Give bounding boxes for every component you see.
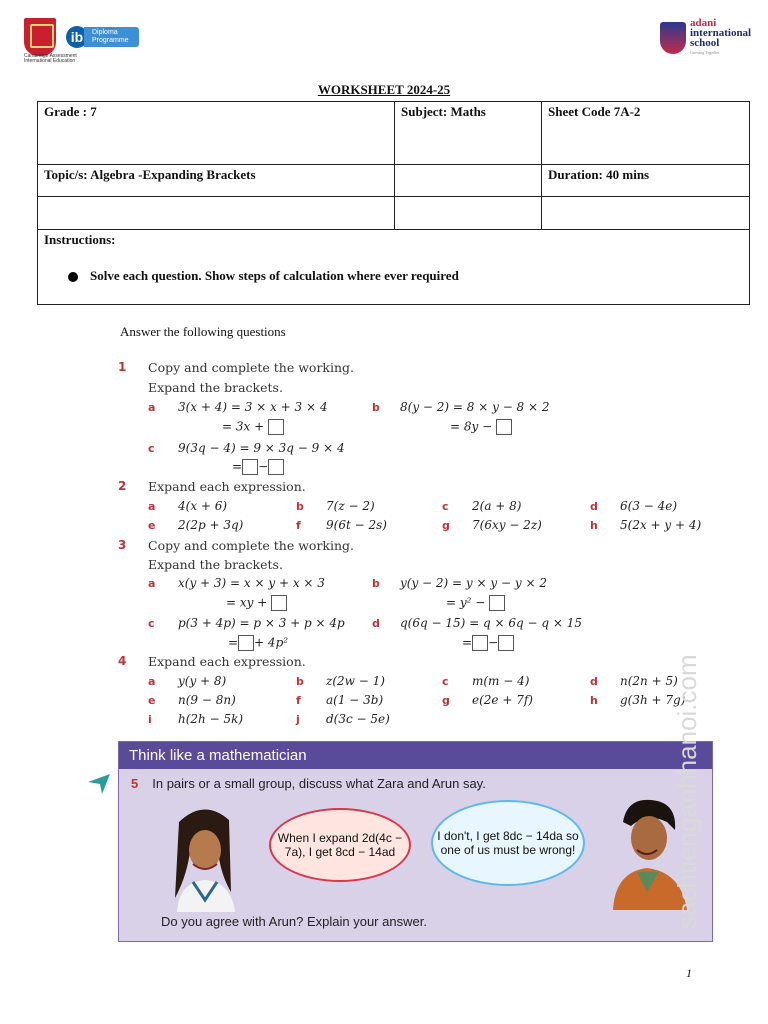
pointer-arrow-icon — [86, 770, 112, 796]
item-label: g — [442, 694, 450, 707]
item-label: e — [148, 519, 156, 532]
think-footer: Do you agree with Arun? Explain your answer. — [161, 914, 427, 929]
item-label: i — [148, 713, 152, 726]
watermark — [668, 584, 708, 934]
ib-text-line1: Diploma — [92, 29, 118, 36]
item-expression: h(2h − 5k) — [178, 712, 244, 726]
answer-box[interactable] — [496, 419, 512, 435]
item-label: e — [148, 694, 156, 707]
item-label: h — [590, 694, 598, 707]
item-expression: y(y + 8) — [178, 674, 227, 688]
empty-cell — [395, 165, 542, 197]
school-line2: international — [690, 27, 752, 39]
item-expression: 5(2x + y + 4) — [620, 518, 702, 532]
answer-box[interactable] — [242, 459, 258, 475]
q3a-label: a — [148, 577, 156, 590]
item-expression: d(3c − 5e) — [326, 712, 390, 726]
school-tagline: Growing Together — [690, 50, 720, 55]
ib-text-line2: Programme — [92, 37, 129, 44]
item-label: b — [296, 675, 304, 688]
q1-number: 1 — [118, 360, 127, 374]
instruction-text: Solve each question. Show steps of calculation where ever required — [90, 268, 459, 283]
topic-cell: Topic/s: Algebra -Expanding Brackets — [38, 165, 395, 197]
q3b-line2: = y² − — [446, 595, 505, 611]
zara-speech-bubble: When I expand 2d(4c − 7a), I get 8cd − 14ad — [269, 808, 411, 882]
answer-box[interactable] — [238, 635, 254, 651]
q2-instruction: Expand each expression. — [148, 479, 306, 494]
item-label: g — [442, 519, 450, 532]
answer-intro: Answer the following questions — [120, 324, 286, 339]
q1c-label: c — [148, 442, 155, 455]
answer-box[interactable] — [498, 635, 514, 651]
q1a-label: a — [148, 401, 156, 414]
arun-speech-bubble: I don't, I get 8dc − 14da so one of us must be wrong! — [431, 800, 585, 886]
item-label: c — [442, 500, 449, 513]
item-label: a — [148, 500, 156, 513]
grade-cell: Grade : 7 — [38, 102, 395, 165]
zara-illustration-icon — [159, 802, 249, 912]
answer-box[interactable] — [489, 595, 505, 611]
instructions-cell — [38, 230, 750, 305]
item-label: b — [296, 500, 304, 513]
think-heading: Think like a mathematician — [119, 742, 712, 769]
item-label: j — [296, 713, 300, 726]
item-expression: n(9 − 8n) — [178, 693, 236, 707]
item-expression: e(2e + 7f) — [472, 693, 533, 707]
info-table — [37, 101, 750, 305]
ib-logo-icon: ib — [66, 26, 88, 48]
item-expression: m(m − 4) — [472, 674, 530, 688]
item-label: d — [590, 500, 598, 513]
q4-number: 4 — [118, 654, 127, 668]
item-label: h — [590, 519, 598, 532]
q3-instruction-1: Copy and complete the working. — [148, 538, 355, 553]
q1b-line2: = 8y − — [450, 419, 512, 435]
q1b-label: b — [372, 401, 380, 414]
q3b-line1: y(y − 2) = y × y − y × 2 — [400, 576, 547, 590]
q1a-line2: = 3x + — [222, 419, 284, 435]
q1a-line1: 3(x + 4) = 3 × x + 3 × 4 — [178, 400, 328, 414]
q1b-line1: 8(y − 2) = 8 × y − 8 × 2 — [400, 400, 550, 414]
page-number: 1 — [686, 966, 692, 980]
empty-cell — [395, 197, 542, 230]
school-line1: adani — [690, 17, 717, 29]
answer-box[interactable] — [268, 419, 284, 435]
item-expression: z(2w − 1) — [326, 674, 385, 688]
instruction-item — [44, 268, 743, 284]
q3b-label: b — [372, 577, 380, 590]
cambridge-crest-icon — [24, 18, 56, 56]
subject-cell: Subject: Maths — [395, 102, 542, 165]
bullet-icon — [68, 272, 78, 282]
item-label: f — [296, 519, 301, 532]
q1-instruction-2: Expand the brackets. — [148, 380, 283, 395]
answer-box[interactable] — [472, 635, 488, 651]
q3c-line1: p(3 + 4p) = p × 3 + p × 4p — [178, 616, 345, 630]
answer-box[interactable] — [271, 595, 287, 611]
empty-cell — [542, 197, 750, 230]
item-label: a — [148, 675, 156, 688]
item-expression: g(3h + 7g) — [620, 693, 686, 707]
q3d-line1: q(6q − 15) = q × 6q − q × 15 — [400, 616, 582, 630]
item-expression: 7(z − 2) — [326, 499, 375, 513]
q1c-line1: 9(3q − 4) = 9 × 3q − 9 × 4 — [178, 441, 345, 455]
q3d-label: d — [372, 617, 380, 630]
q3-number: 3 — [118, 538, 127, 552]
q3d-line2: = − — [462, 635, 514, 651]
item-expression: 6(3 − 4e) — [620, 499, 678, 513]
school-shield-icon — [660, 22, 686, 54]
item-expression: n(2n + 5) — [620, 674, 678, 688]
item-expression: 2(a + 8) — [472, 499, 522, 513]
school-logo — [660, 18, 751, 58]
q4-instruction: Expand each expression. — [148, 654, 306, 669]
header-logos-left — [24, 18, 139, 56]
item-expression: 7(6xy − 2z) — [472, 518, 542, 532]
q3c-label: c — [148, 617, 155, 630]
think-like-mathematician-panel — [118, 741, 713, 942]
item-expression: a(1 − 3b) — [326, 693, 384, 707]
q1c-line2: = − — [232, 459, 284, 475]
duration-cell: Duration: 40 mins — [542, 165, 750, 197]
q3a-line2: = xy + — [226, 595, 287, 611]
item-expression: 2(2p + 3q) — [178, 518, 244, 532]
item-label: f — [296, 694, 301, 707]
item-expression: 9(6t − 2s) — [326, 518, 387, 532]
item-label: d — [590, 675, 598, 688]
sheet-code-cell: Sheet Code 7A-2 — [542, 102, 750, 165]
cambridge-text: Cambridge Assessment International Education — [24, 53, 77, 64]
watermark-text: sachtienganhhanoi.com — [672, 654, 702, 929]
worksheet-title: WORKSHEET 2024-25 — [317, 82, 451, 97]
empty-cell — [38, 197, 395, 230]
q1-instruction-1: Copy and complete the working. — [148, 360, 355, 375]
q3c-line2: = + 4p² — [228, 635, 289, 650]
item-expression: 4(x + 6) — [178, 499, 228, 513]
item-label: c — [442, 675, 449, 688]
think-question: 5 In pairs or a small group, discuss what Zara and Arun say. — [131, 776, 486, 791]
q3a-line1: x(y + 3) = x × y + x × 3 — [178, 576, 325, 590]
instructions-label: Instructions: — [44, 232, 116, 247]
answer-box[interactable] — [268, 459, 284, 475]
ib-logo — [66, 26, 139, 48]
q3-instruction-2: Expand the brackets. — [148, 557, 283, 572]
school-line3: school — [690, 37, 720, 49]
q2-number: 2 — [118, 479, 127, 493]
